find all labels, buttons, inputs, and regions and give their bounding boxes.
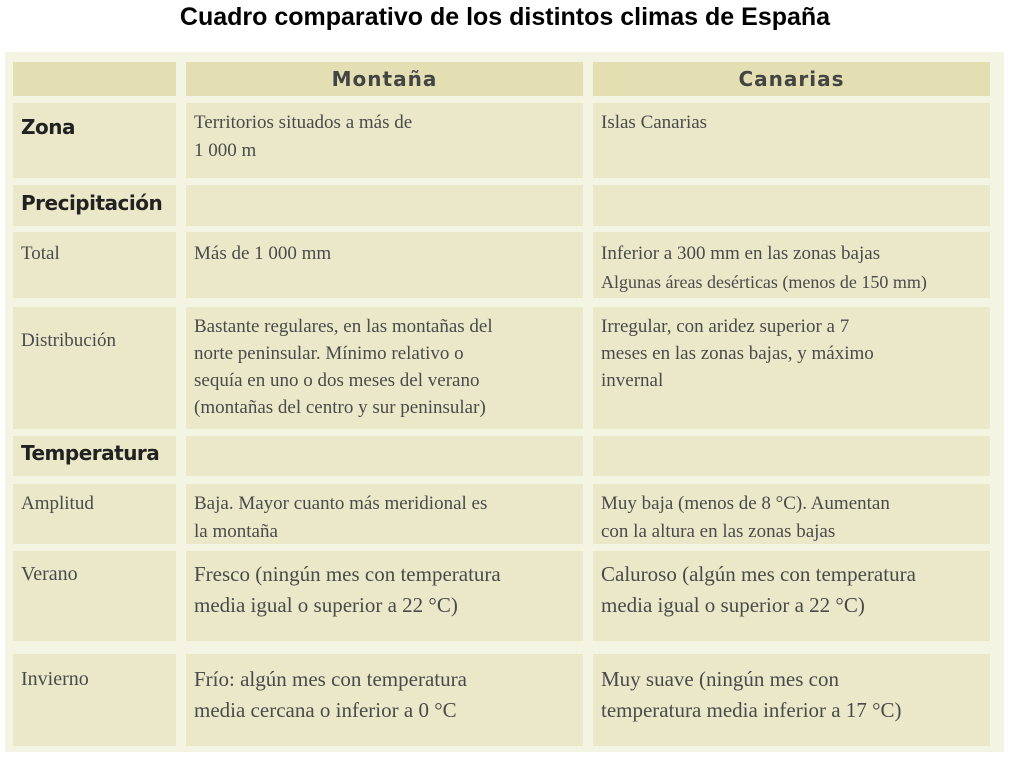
cell-verano-canarias (593, 551, 990, 641)
text-line: Muy suave (ningún mes con (601, 667, 839, 691)
section-label-temperatura: Temperatura (13, 436, 176, 476)
cell-zona-montana (186, 103, 583, 178)
text-line: la montaña (194, 521, 278, 542)
empty-cell (593, 185, 990, 226)
page-title: Cuadro comparativo de los distintos climas de España (179, 3, 831, 31)
text-line: Caluroso (algún mes con temperatura (601, 562, 916, 586)
text-line: Baja. Mayor cuanto más meridional es (194, 493, 488, 514)
text-line: Más de 1 000 mm (194, 243, 332, 264)
text-line: invernal (601, 370, 664, 391)
row-label-total: Total (13, 232, 176, 298)
row-label-zona: Zona (13, 103, 176, 178)
empty-cell (186, 185, 583, 226)
text-line: con la altura en las zonas bajas (601, 521, 836, 542)
cell-total-canarias (593, 232, 990, 298)
text-line: sequía en uno o dos meses del verano (194, 370, 480, 391)
row-label-distribucion: Distribución (13, 307, 176, 429)
text-line: Irregular, con aridez superior a 7 (601, 316, 850, 337)
text-line: Inferior a 300 mm en las zonas bajas (601, 243, 881, 264)
header-montana: Montaña (186, 62, 583, 96)
text-line: media igual o superior a 22 °C) (194, 593, 458, 617)
row-label-amplitud: Amplitud (13, 484, 176, 544)
text-line: Muy baja (menos de 8 °C). Aumentan (601, 493, 890, 514)
cell-total-montana (186, 232, 583, 298)
text-line: (montañas del centro y sur peninsular) (194, 397, 486, 418)
header-canarias: Canarias (593, 62, 990, 96)
cell-distribucion-canarias (593, 307, 990, 429)
text-line: Algunas áreas desérticas (menos de 150 mm) (601, 272, 927, 292)
cell-zona-canarias (593, 103, 990, 178)
cell-invierno-montana (186, 654, 583, 746)
text-line: Bastante regulares, en las montañas del (194, 316, 493, 337)
row-label-invierno: Invierno (13, 654, 176, 746)
text-line: meses en las zonas bajas, y máximo (601, 343, 874, 364)
text-line: media igual o superior a 22 °C) (601, 593, 865, 617)
text-line: Islas Canarias (601, 112, 708, 133)
text-line: Frío: algún mes con temperatura (194, 667, 467, 691)
text-line: media cercana o inferior a 0 °C (194, 698, 457, 722)
cell-verano-montana (186, 551, 583, 641)
section-label-precipitacion: Precipitación (13, 185, 176, 226)
header-empty-cell (13, 62, 176, 96)
cell-amplitud-montana (186, 484, 583, 544)
row-label-verano: Verano (13, 551, 176, 641)
cell-distribucion-montana (186, 307, 583, 429)
cell-amplitud-canarias (593, 484, 990, 544)
cell-invierno-canarias (593, 654, 990, 746)
text-line: Territorios situados a más de (194, 112, 413, 133)
text-line: Fresco (ningún mes con temperatura (194, 562, 501, 586)
text-line: 1 000 m (194, 140, 257, 161)
empty-cell (593, 436, 990, 476)
empty-cell (186, 436, 583, 476)
text-line: norte peninsular. Mínimo relativo o (194, 343, 464, 364)
text-line: temperatura media inferior a 17 °C) (601, 698, 902, 722)
